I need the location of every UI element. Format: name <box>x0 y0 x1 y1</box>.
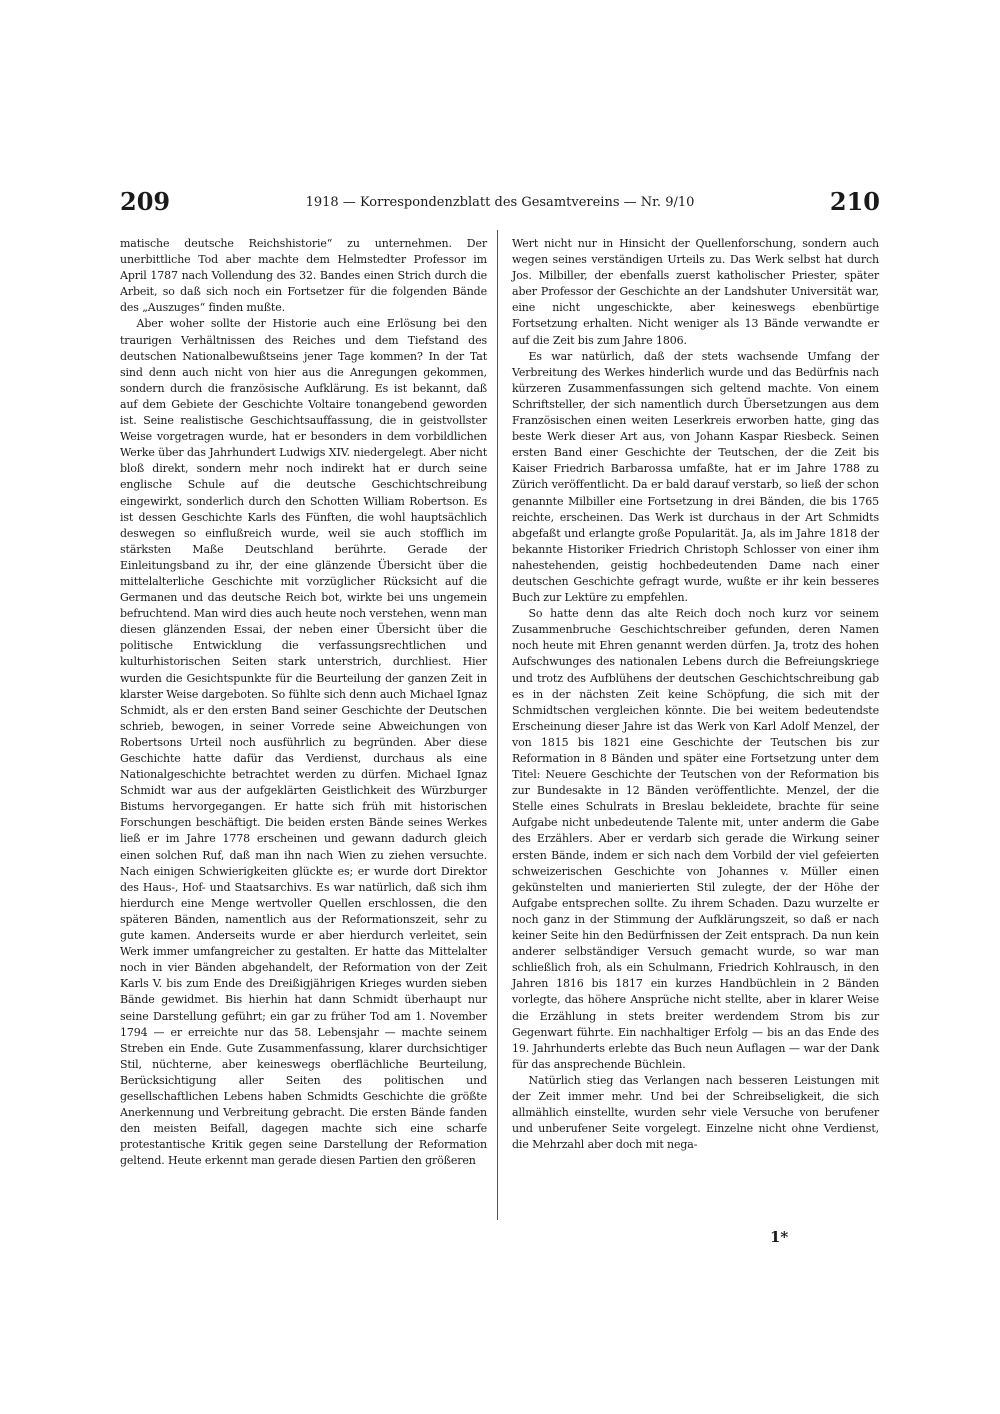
left-paragraph-continuation: matische deutsche Reichshistorie“ zu unternehmen. Der unerbittliche Tod aber machte dem Helmstedter Professor im April 1787 nach Vollendung des 32. Bandes einen Strich durch die Arbeit, so daß sich noch ein Fortsetzer für die folgenden Bände des „Auszuges“ finden mußte. <box>120 237 487 315</box>
right-paragraph: Es war natürlich, daß der stets wachsende Umfang der Verbreitung des Werkes hinderlich wurde und das Bedürfnis nach kürzeren Zusammenfassungen sich geltend machte. Von einem Schriftsteller, der sich namentlich durch Übersetzungen aus dem Französischen einen weiten Leserkreis erworben hatte, ging das beste Werk dieser Art aus, von Johann Kaspar Riesbeck. Seinen ersten Band einer Geschichte der Teutschen, der die Zeit bis Kaiser Friedrich Barbarossa umfaßte, hat er im Jahre 1788 zu Zürich veröffentlicht. Da er bald darauf verstarb, so ließ der schon genannte Milbiller eine Fortsetzung in drei Bänden, die bis 1765 reichte, erscheinen. Das Werk ist durchaus in der Art Schmidts abgefaßt und erlangte große Popularität. Ja, als im Jahre 1818 der bekannte Historiker Friedrich Christoph Schlosser von einer ihm nahestehenden, geistig hochbedeutenden Dame nach einer deutschen Geschichte gefragt wurde, wußte er ihr kein besseres Buch zur Lektüre zu empfehlen. <box>512 349 879 605</box>
column-divider <box>497 230 498 1220</box>
left-column <box>120 236 487 1169</box>
running-title: 1918 — Korrespondenzblatt des Gesamtvereins — Nr. 9/10 <box>305 195 695 210</box>
right-column <box>512 236 879 1153</box>
right-paragraph: Natürlich stieg das Verlangen nach besseren Leistungen mit der Zeit immer mehr. Und bei der Schreibseligkeit, die sich allmählich einstellte, wurden sehr viele Versuche von berufener und unberufener Seite vorgelegt. Einzelne nicht ohne Verdienst, die Mehrzahl aber doch mit nega- <box>512 1073 879 1152</box>
page-header <box>120 189 880 215</box>
left-page-number: 209 <box>120 187 171 216</box>
right-page-number: 210 <box>829 187 880 216</box>
right-paragraph: So hatte denn das alte Reich doch noch kurz vor seinem Zusammenbruche Geschichtschreiber gefunden, deren Namen noch heute mit Ehren genannt werden dürfen. Ja, trotz des hohen Aufschwunges des nationalen Lebens durch die Befreiungskriege und trotz des Aufblühens der deutschen Geschichtschreibung gab es in der nächsten Zeit keine Schöpfung, die sich mit der Schmidtschen vergleichen könnte. Die bei weitem bedeutendste Erscheinung dieser Jahre ist das Werk von Karl Adolf Menzel, der von 1815 bis 1821 eine Geschichte der Teutschen bis zur Reformation in 8 Bänden und später eine Fortsetzung unter dem Titel: Neuere Geschichte der Teutschen von der Reformation bis zur Bundesakte in 12 Bänden veröffentlichte. Menzel, der die Stelle eines Schulrats in Breslau bekleidete, brachte für seine Aufgabe nicht unbedeutende Talente mit, unter anderm die Gabe des Erzählers. Aber er verdarb sich gerade die Wirkung seiner ersten Bände, indem er sich nach dem Vorbild der viel gefeierten schweizerischen Geschichte von Johannes v. Müller einen gekünstelten und manierierten Stil zulegte, der der Höhe der Aufgabe entsprechen sollte. Zu ihrem Schaden. Dazu wurzelte er noch ganz in der Stimmung der Aufklärungszeit, so daß er nach keiner Seite hin den Bedürfnissen der Zeit entsprach. Da nun kein anderer selbständiger Versuch gemacht wurde, so war man schließlich froh, als ein Schulmann, Friedrich Kohlrausch, in den Jahren 1816 bis 1817 ein kurzes Handbüchlein in 2 Bänden vorlegte, das höhere Ansprüche nicht stellte, aber in klarer Weise die Erzählung in stets breiter werdendem Strom bis zur Gegenwart führte. Ein nachhaltiger Erfolg — bis an das Ende des 19. Jahrhunderts erlebte das Buch neun Auflagen — war der Dank für das ansprechende Büchlein. <box>512 607 879 1071</box>
right-paragraph-continuation: Wert nicht nur in Hinsicht der Quellenforschung, sondern auch wegen seines verständigen Urteils zu. Das Werk selbst hat durch Jos. Milbiller, der ebenfalls zuerst katholischer Priester, später aber Professor der Geschichte an der Landshuter Universität war, eine nicht ungeschickte, aber keineswegs ebenbürtige Fortsetzung erhalten. Nicht weniger als 13 Bände verwandte er auf die Zeit bis zum Jahre 1806. <box>512 237 879 347</box>
left-paragraph: Aber woher sollte der Historie auch eine Erlösung bei den traurigen Verhältnissen des Reiches und dem Tiefstand des deutschen Nationalbewußtseins jener Tage kommen? In der Tat sind denn auch nicht von hier aus die Anregungen gekommen, sondern durch die französische Aufklärung. Es ist bekannt, daß auf dem Gebiete der Geschichte Voltaire tonangebend geworden ist. Seine realistische Geschichtsauffassung, die in geistvollster Weise vorgetragen wurde, hat er besonders in dem vorbildlichen Werke über das Jahrhundert Ludwigs XIV. niedergelegt. Aber nicht bloß direkt, sondern mehr noch indirekt hat er durch seine englische Schule auf die deutsche Geschichtschreibung eingewirkt, sonderlich durch den Schotten William Robertson. Es ist dessen Geschichte Karls des Fünften, die wohl hauptsächlich deswegen so einflußreich wurde, weil sie auch stofflich im stärksten Maße Deutschland berührte. Gerade der Einleitungsband zu ihr, der eine glänzende Übersicht über die mittelalterliche Geschichte mit vorzüglicher Rücksicht auf die Germanen und das deutsche Reich bot, wirkte bei uns ungemein befruchtend. Man wird dies auch heute noch verstehen, wenn man diesen glänzenden Essai, der neben einer Übersicht über die politische Entwicklung die verfassungsrechtlichen und kulturhistorischen Seiten stark unterstrich, durchliest. Hier wurden die Gesichtspunkte für die Beurteilung der ganzen Zeit in klarster Weise dargeboten. So fühlte sich denn auch Michael Ignaz Schmidt, als er den ersten Band seiner Geschichte der Deutschen schrieb, bewogen, in seiner Vorrede seine Abweichungen von Robertsons Urteil noch ausführlich zu begründen. Aber diese Geschichte hatte dafür das Verdienst, durchaus als eine Nationalgeschichte betrachtet werden zu dürfen. Michael Ignaz Schmidt war aus der aufgeklärten Geistlichkeit des Würzburger Bistums hervorgegangen. Er hatte sich früh mit historischen Forschungen beschäftigt. Die beiden ersten Bände seines Werkes ließ er im Jahre 1778 erscheinen und gewann dadurch gleich einen solchen Ruf, daß man ihn nach Wien zu ziehen versuchte. Nach einigen Schwierigkeiten glückte es; er wurde dort Direktor des Haus-, Hof- und Staatsarchivs. Es war natürlich, daß sich ihm hierdurch eine Menge wertvoller Quellen erschlossen, die den späteren Bänden, namentlich aus der Reformationszeit, sehr zu gute kamen. Anderseits wurde er aber hierdurch verleitet, sein Werk immer umfangreicher zu gestalten. Er hatte das Mittelalter noch in vier Bänden abgehandelt, der Reformation von der Zeit Karls V. bis zum Ende des Dreißigjährigen Krieges wurden sieben Bände gewidmet. Bis hierhin hat dann Schmidt überhaupt nur seine Darstellung geführt; ein gar zu früher Tod am 1. November 1794 — er erreichte nur das 58. Lebensjahr — machte seinem Streben ein Ende. Gute Zusammenfassung, klarer durchsichtiger Stil, nüchterne, aber keineswegs oberflächliche Beurteilung, Berücksichtigung aller Seiten des politischen und gesellschaftlichen Lebens haben Schmidts Geschichte die größte Anerkennung und Verbreitung gebracht. Die ersten Bände fanden den meisten Beifall, dagegen machte sich eine scharfe protestantische Kritik gegen seine Darstellung der Reformation geltend. Heute erkennt man gerade diesen Partien den größeren <box>120 317 487 1168</box>
signature-mark: 1* <box>770 1228 789 1246</box>
